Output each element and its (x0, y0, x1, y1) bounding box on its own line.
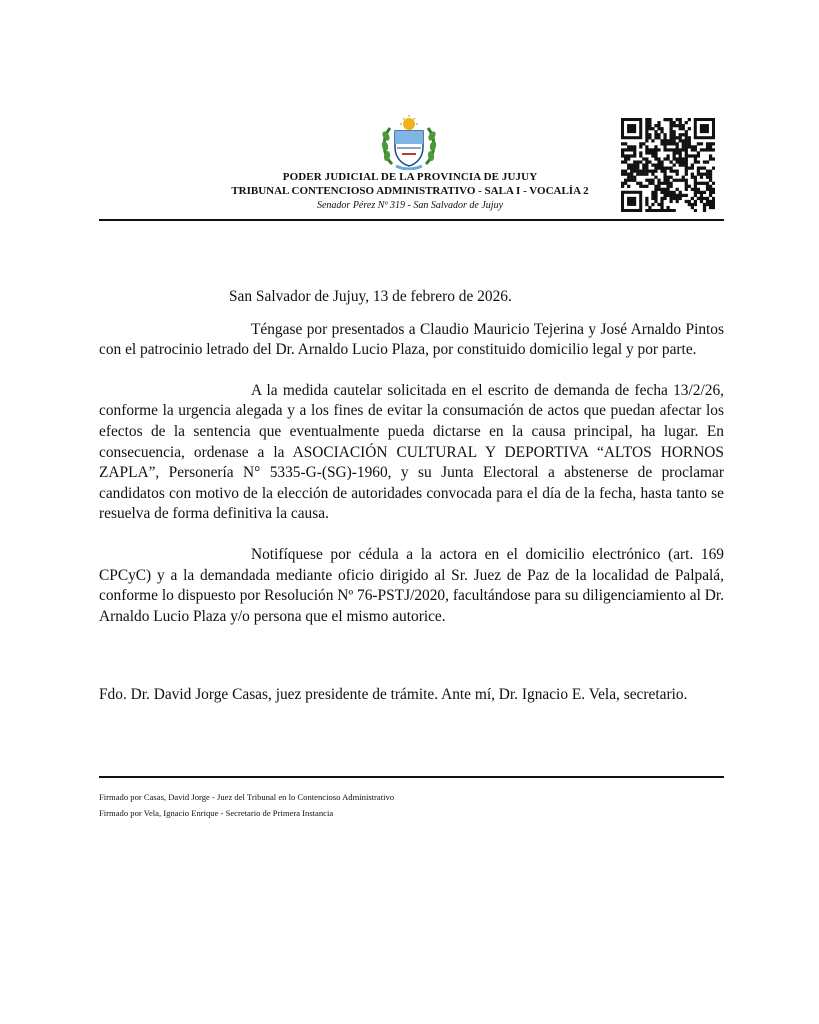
signature-vela: Firmado por Vela, Ignacio Enrique - Secretario de Primera Instancia (99, 808, 334, 818)
header-divider (99, 219, 724, 221)
paragraph-presentation: Téngase por presentados a Claudio Mauricio Tejerina y José Arnaldo Pintos con el patrocinio letrado del Dr. Arnaldo Lucio Plaza, por constituido domicilio legal y por parte. (99, 320, 724, 359)
tribunal-name: TRIBUNAL CONTENCIOSO ADMINISTRATIVO - SALA I - VOCALÍA 2 (231, 185, 589, 197)
signature-line: Fdo. Dr. David Jorge Casas, juez presidente de trámite. Ante mí, Dr. Ignacio E. Vela, secretario. (99, 686, 688, 704)
document-date: San Salvador de Jujuy, 13 de febrero de 2026. (229, 288, 512, 305)
digital-signatures (99, 789, 724, 821)
qr-code-icon (621, 118, 715, 212)
institution-name: PODER JUDICIAL DE LA PROVINCIA DE JUJUY (282, 171, 538, 183)
paragraph-injunction: A la medida cautelar solicitada en el escrito de demanda de fecha 13/2/26, conforme la urgencia alegada y a los fines de evitar la consumación de actos que puedan afectar los efectos de la sentencia que eventualmente pueda dictarse en la causa principal, ha lugar. En consecuencia, ordenase a la ASOCIACIÓN CULTURAL Y DEPORTIVA “ALTOS HORNOS ZAPLA”, Personería N° 5335-G-(SG)-1960, y su Junta Electoral a abstenerse de proclamar candidatos con motivo de la elección de autoridades convocada para el día de la fecha, hasta tanto se resuelva de forma definitiva la causa. (99, 381, 724, 523)
paragraph-notification: Notifíquese por cédula a la actora en el domicilio electrónico (art. 169 CPCyC) y a la demandada mediante oficio dirigido al Sr. Juez de Paz de la localidad de Palpalá, conforme lo dispuesto por Resolución Nº 76-PSTJ/2020, facultándose para su diligenciamiento al Dr. Arnaldo Lucio Plaza y/o persona que el mismo autorice. (99, 545, 724, 625)
coat-of-arms-icon (378, 114, 440, 170)
tribunal-address: Senador Pérez Nº 319 - San Salvador de Jujuy (316, 200, 504, 211)
document-body (99, 287, 724, 726)
letterhead (0, 0, 819, 225)
footer-divider (99, 776, 724, 778)
signature-casas: Firmado por Casas, David Jorge - Juez del Tribunal en lo Contencioso Administrativo (99, 792, 395, 802)
